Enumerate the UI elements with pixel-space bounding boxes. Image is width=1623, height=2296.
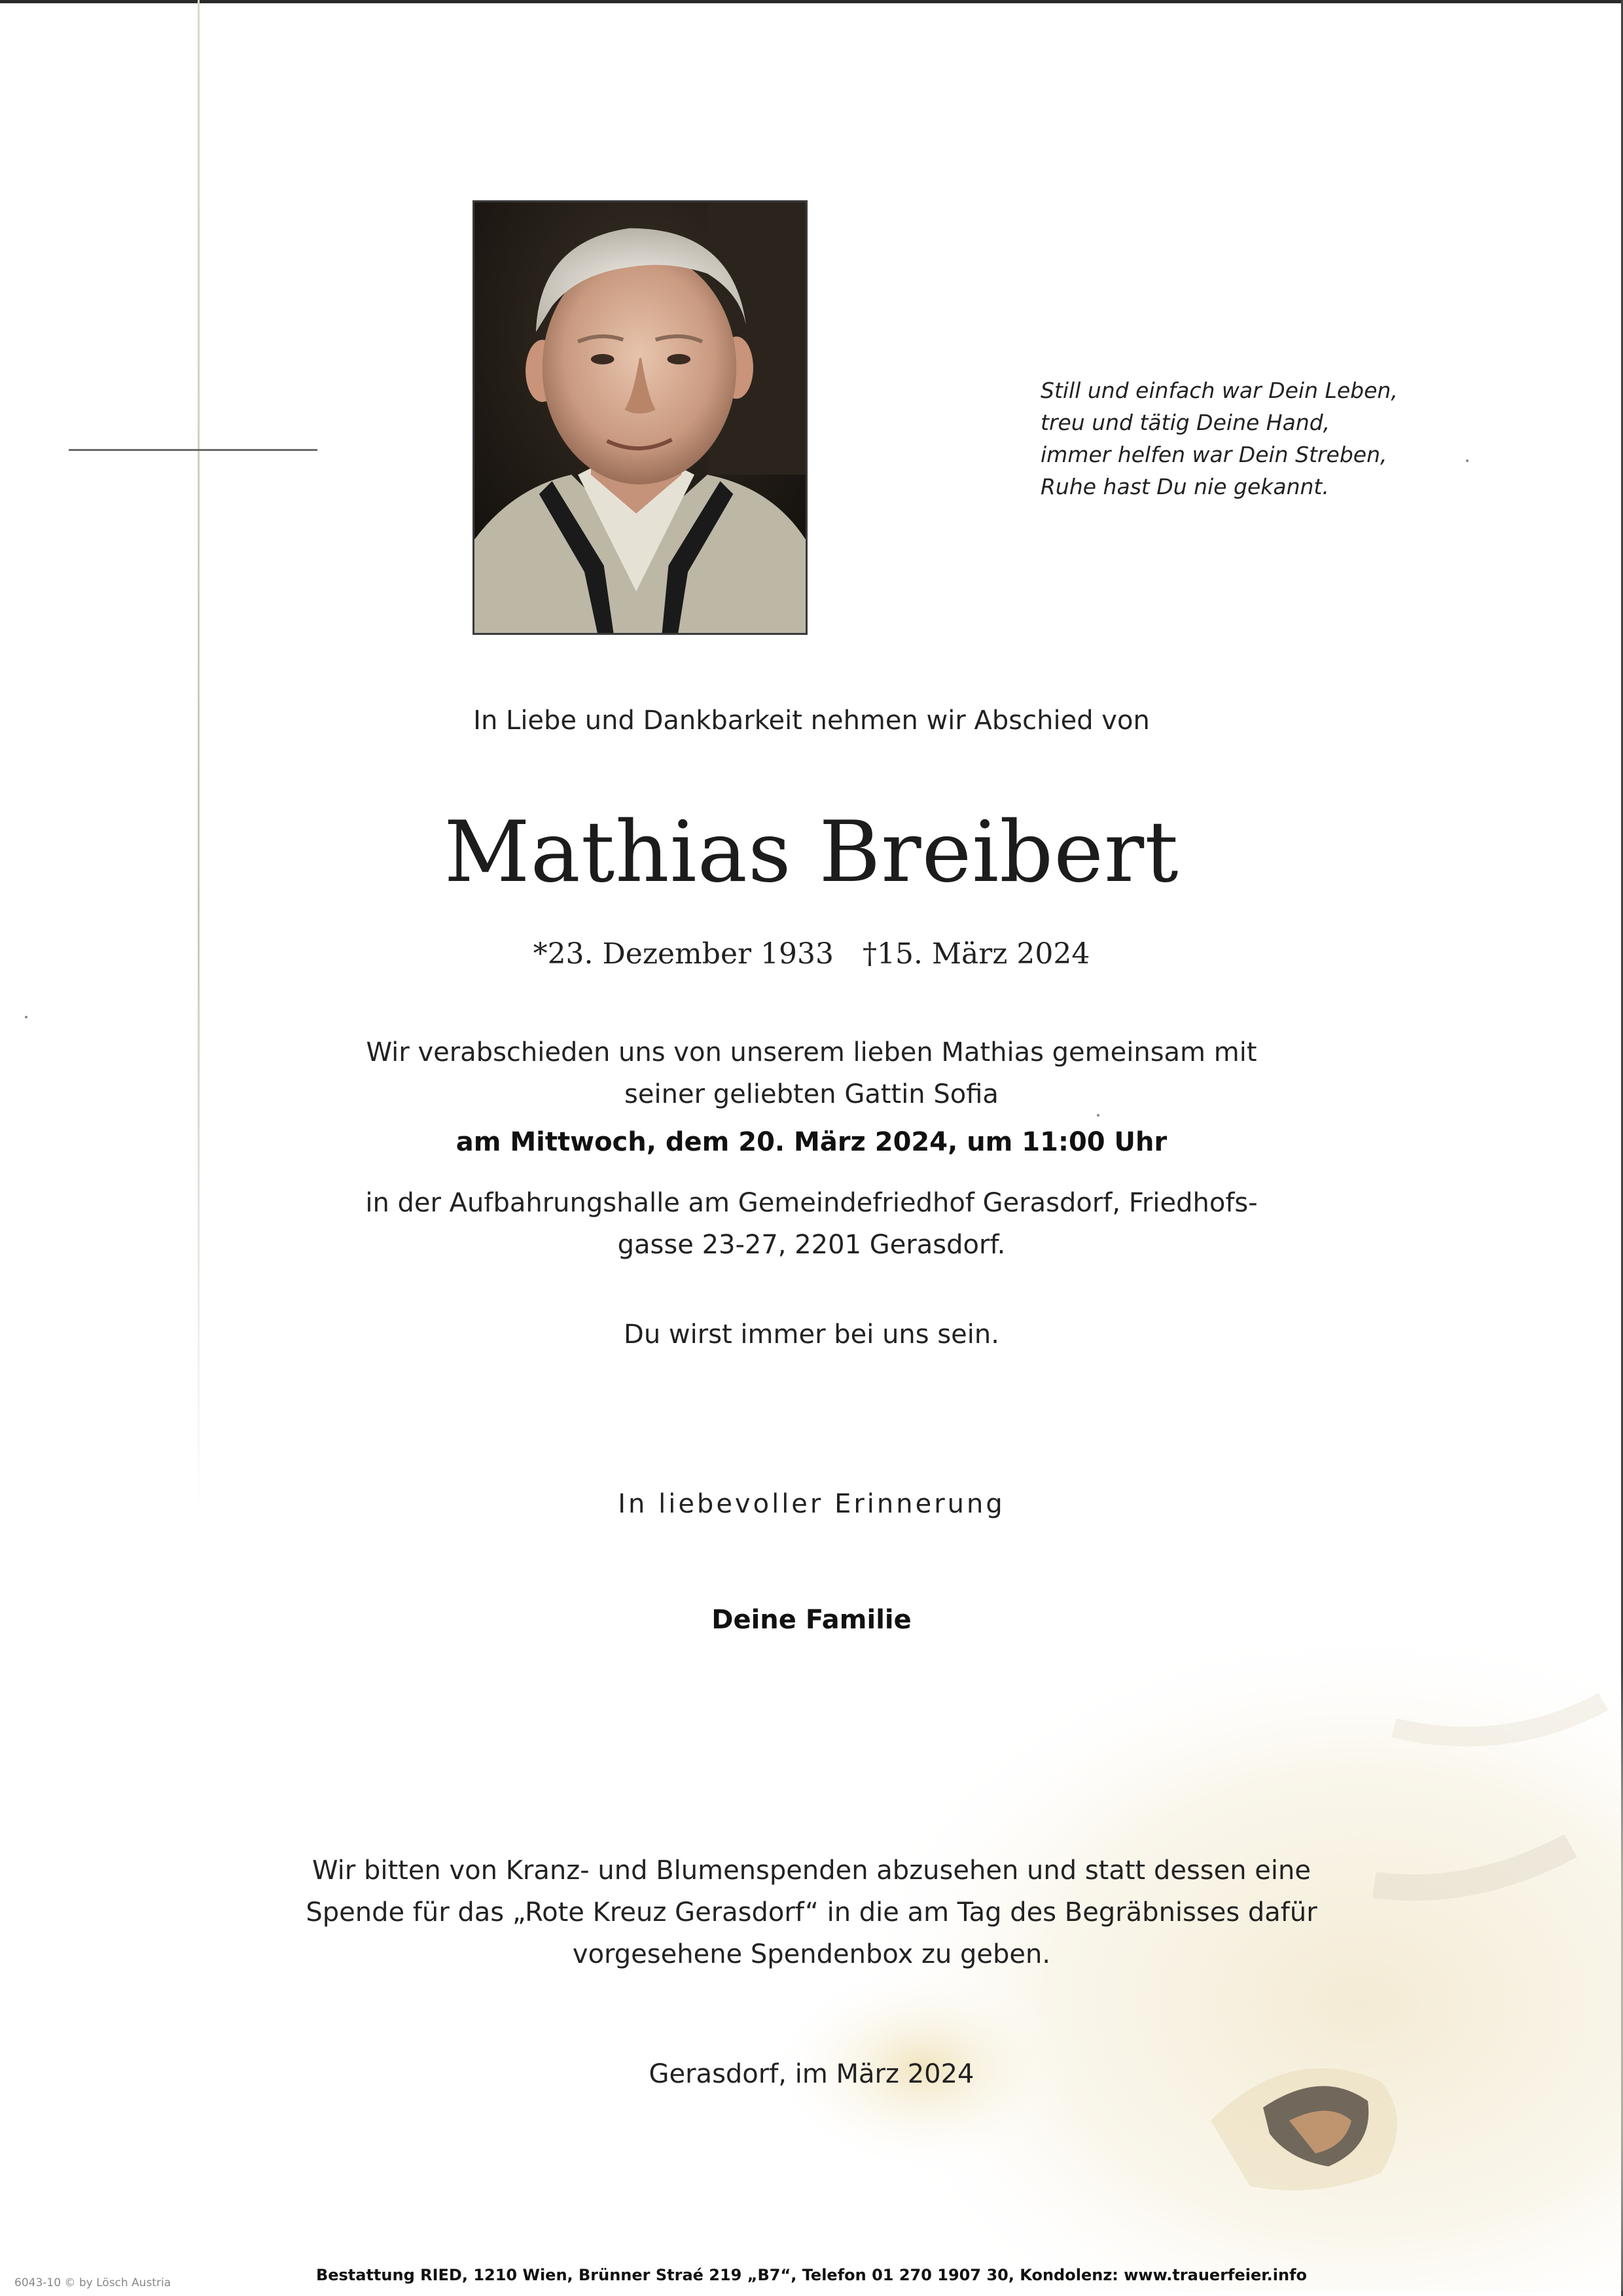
location-line: in der Aufbahrungshalle am Gemeindefriedhof Gerasdorf, Friedhofs- [365,1188,1258,1218]
location-line: gasse 23-27, 2201 Gerasdorf. [617,1230,1006,1260]
speck [25,1016,27,1018]
top-border [0,0,1623,3]
farewell-text [0,1031,1623,1115]
death-date: †15. März 2024 [862,937,1090,971]
footer-funeral-home: Bestattung RIED, 1210 Wien, Brünner Straé 219 „B7“, Telefon 01 270 1907 30, Kondolenz: www.trauerfeier.info [315,2266,1308,2284]
family-signature: Deine Familie [711,1605,912,1635]
print-code: 6043-10 © by Lösch Austria [14,2276,171,2289]
farewell-line: seiner geliebten Gattin Sofia [624,1079,999,1109]
farewell-line: Wir verabschieden uns von unserem lieben Mathias gemeinsam mit [366,1037,1257,1067]
donation-line: vorgesehene Spendenbox zu geben. [572,1939,1051,1969]
poem-line: treu und tätig Deine Hand, [1041,410,1330,435]
intro-text: In Liebe und Dankbarkeit nehmen wir Abschied von [473,706,1150,736]
donation-line: Spende für das „Rote Kreuz Gerasdorf“ in die am Tag des Begräbnisses dafür [306,1897,1317,1928]
closing-text: Du wirst immer bei uns sein. [624,1319,999,1350]
poem [1041,374,1499,503]
deceased-name: Mathias Breibert [444,804,1179,901]
ceremony-location [0,1182,1623,1266]
life-dates [0,937,1623,971]
place-and-date: Gerasdorf, im März 2024 [649,2059,974,2089]
cross-horizontal-line [69,449,317,451]
memory-text: In liebevoller Erinnerung [618,1489,1005,1519]
poem-line: immer helfen war Dein Streben, [1041,442,1387,467]
cross-vertical-line [198,0,200,1518]
ceremony-time: am Mittwoch, dem 20. März 2024, um 11:00 Uhr [455,1127,1168,1157]
poem-line: Still und einfach war Dein Leben, [1041,378,1398,403]
speck [1466,459,1469,462]
donation-line: Wir bitten von Kranz- und Blumenspenden abzusehen und statt dessen eine [312,1856,1311,1886]
speck [1097,1114,1099,1117]
poem-line: Ruhe hast Du nie gekannt. [1041,474,1329,499]
donation-text [0,1850,1623,1975]
birth-date: *23. Dezember 1933 [533,937,834,971]
portrait-photo [473,200,808,635]
